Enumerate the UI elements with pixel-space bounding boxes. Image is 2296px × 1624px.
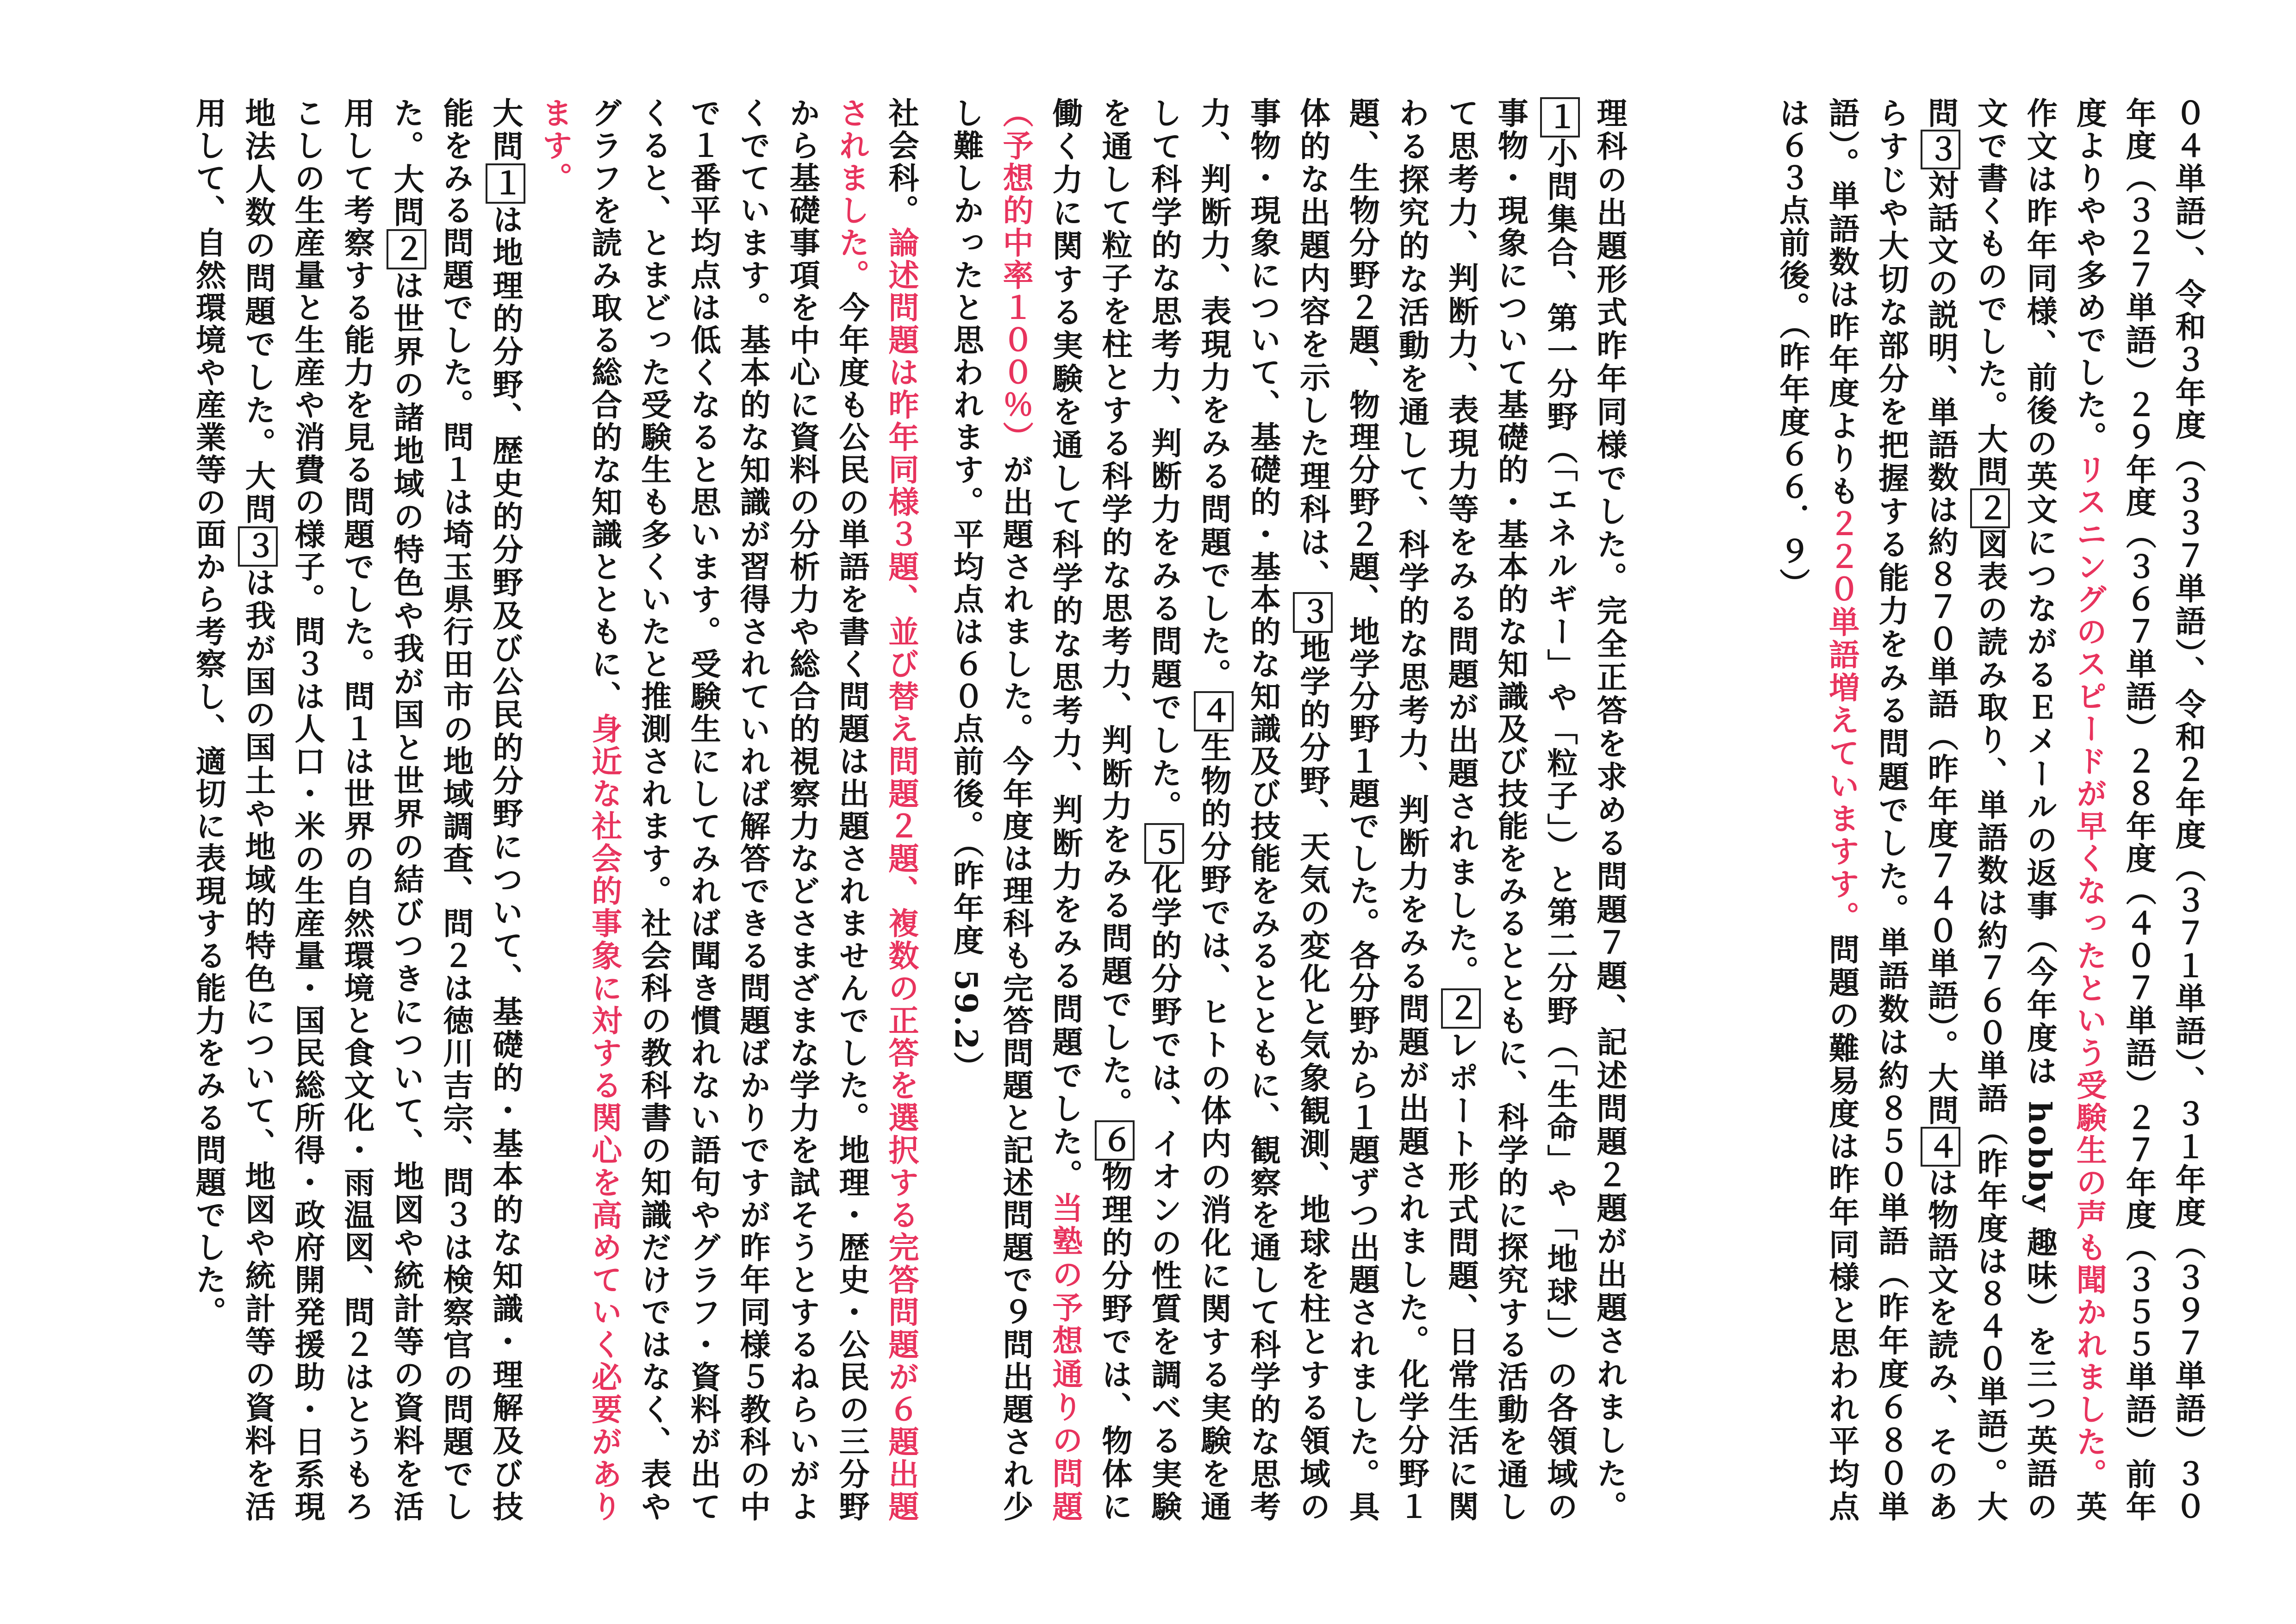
body-text: は物語文を読み、そのあらすじや大切な部分を把握する能力をみる問題でした。単語数は約８５０単語（昨年度６８０単語）。単語数は昨年度よりも <box>1823 97 1959 1524</box>
body-text: 化学的分野では、イオンの性質を調べる実験を通して粒子を柱とする科学的な思考力、判断力をみる問題でした。 <box>1096 97 1182 1524</box>
question-number-box: ３ <box>1293 592 1333 632</box>
question-number-box: ３ <box>1921 130 1960 169</box>
highlighted-text: リスニングのスピードが早くなったという受験生の声も聞かれました。 <box>2071 454 2108 1491</box>
question-number-box: ６ <box>1095 1120 1135 1161</box>
body-text: が出題されました。今年度は理科も完答問題と記述問題で９問出題され少し難しかったと思われます。平均点は６０点前後。（昨年度 59.2） <box>948 97 1034 1523</box>
science-paragraph <box>941 97 1634 1523</box>
body-text: 小問集合、第一分野（「エネルギー」や「粒子」）と第二分野（「生命」や「地球」）の各領域の事物・現象について基礎的・基本的な知識及び技能をみるとともに、科学的に探究する活動を通して思考力、判断力、表現力等をみる問題が出題されました。 <box>1443 97 1578 1524</box>
highlighted-text: 当塾の予想通りの問題（予想的中率１００％） <box>998 97 1084 1524</box>
body-text: 対話文の説明、単語数は約８７０単語（昨年度７４０単語）。大問 <box>1922 169 1959 1127</box>
highlighted-text: ２２０単語増えていますす。 <box>1823 507 1860 934</box>
body-text: は地理的分野、歴史的分野及び公民的分野について、基礎的・基本的な知識・理解及び技能をみる問題でした。問１は埼玉県行田市の地域調査、問２は徳川吉宗、問３は検察官の問題でした。大問 <box>388 97 524 1524</box>
question-number-box: １ <box>1540 97 1580 137</box>
science-section <box>948 97 1634 1524</box>
body-text: 英作文は昨年同様、前後の英文につながるＥメールの返事（今年度は hobby 趣味）を三つ英語の文で書くものでした。大問 <box>1972 97 2108 1523</box>
question-number-box: ４ <box>1194 691 1234 731</box>
question-number-box: １ <box>486 163 525 204</box>
english-section <box>1703 97 2213 1523</box>
body-text: レポート形式問題、日常生活に関わる探究的な活動を通して、科学的な思考力、判断力をみる問題が出題されました。化学分野１題、生物分野２題、物理分野２題、地学分野１題でした。各分野から１題ずつ出題されました。具体的な出題内容を示した理科は、 <box>1294 97 1479 1524</box>
english-paragraph <box>1767 97 2213 1523</box>
body-text: は我が国の国土や地域的特色について、地図や統計等の資料を活用して、自然環境や産業等の面から考察し、適切に表現する能力をみる問題でした。 <box>190 97 276 1524</box>
question-number-box: ２ <box>387 229 426 269</box>
social-studies-paragraph-2 <box>183 97 530 1523</box>
body-text: 社会科。 <box>883 97 919 227</box>
body-text: 問題の難易度は昨年同様と思われ平均点は６３点前後。（昨年度６６．９） <box>1774 97 1860 1524</box>
question-number-box: ４ <box>1921 1127 1960 1167</box>
question-number-box: ２ <box>1970 488 2010 528</box>
question-number-box: ５ <box>1144 823 1184 863</box>
social-studies-section <box>185 97 926 1523</box>
body-text: は世界の諸地域の特色や我が国と世界の結びつきについて、地図や統計等の資料を活用して考察する能力を見る問題でした。問１は世界の自然環境と食文化・雨温図、問２はとうもろこしの生産量と生産や消費の様子。問３は人口・米の生産量・国民総所得・政府開発援助・日系現地法人数の問題でした。大問 <box>240 97 424 1524</box>
body-text: 大問 <box>487 97 524 163</box>
body-text: 今年度も公民の単語を書く問題は出題されませんでした。地理・歴史・公民の三分野から基礎事項を中心に資料の分析力や総合的視察力などさまざまな学力を試そうとするねらいがよくでています。基本的な知識が習得されていれば解答できる問題ばかりですが昨年同様５教科の中で１番平均点は低くなると思います。受験生にしてみれば聞き慣れない語句やグラフ・資料が出てくると、とまどった受験生も多くいたと推測されます。社会科の教科書の知識だけではなく、表やグラフを読み取る総合的な知識とともに、 <box>586 97 870 1523</box>
highlighted-text: 論述問題は昨年同様３題、並び替え問題２題、複数の正答を選択する完答問題が６題出題されました。 <box>834 97 919 1523</box>
body-text: 理科の出題形式昨年同様でした。完全正答を求める問題７題、記述問題２題が出題されました。 <box>1591 97 1628 1523</box>
body-text: 地学的分野、天気の変化と気象観測、地球を柱とする領域の事物・現象について、基礎的・基本的な知識及び技能をみるとともに、観察を通して科学的な思考力、判断力、表現力をみる問題でした。 <box>1195 97 1331 1524</box>
question-number-box: ３ <box>238 526 278 567</box>
social-studies-paragraph-1 <box>530 97 926 1523</box>
body-text: 生物的分野では、ヒトの体内の消化に関する実験を通して科学的な思考力、判断力をみる問題でした。 <box>1146 97 1232 1524</box>
body-text: 図表の読み取り、単語数は約７６０単語（昨年度は８４０単語）。大問 <box>1922 97 2009 1524</box>
body-text: 物理的分野では、物体に働く力に関する実験を通して科学的な思考力、判断力をみる問題でした。 <box>1047 97 1133 1524</box>
question-number-box: ２ <box>1441 988 1481 1029</box>
highlighted-text: 身近な社会的事象に対する関心を高めていく必要があります。 <box>537 97 623 1523</box>
body-text: ０４単語）、令和３年度（３３７単語）、令和２年度（３７１単語）、３１年度（３９７単語）３０年度（３２７単語）２９年度（３６７単語）２８年度（４０７単語）２７年度（３５５単語）前年度よりやや多めでした。 <box>2071 97 2206 1523</box>
